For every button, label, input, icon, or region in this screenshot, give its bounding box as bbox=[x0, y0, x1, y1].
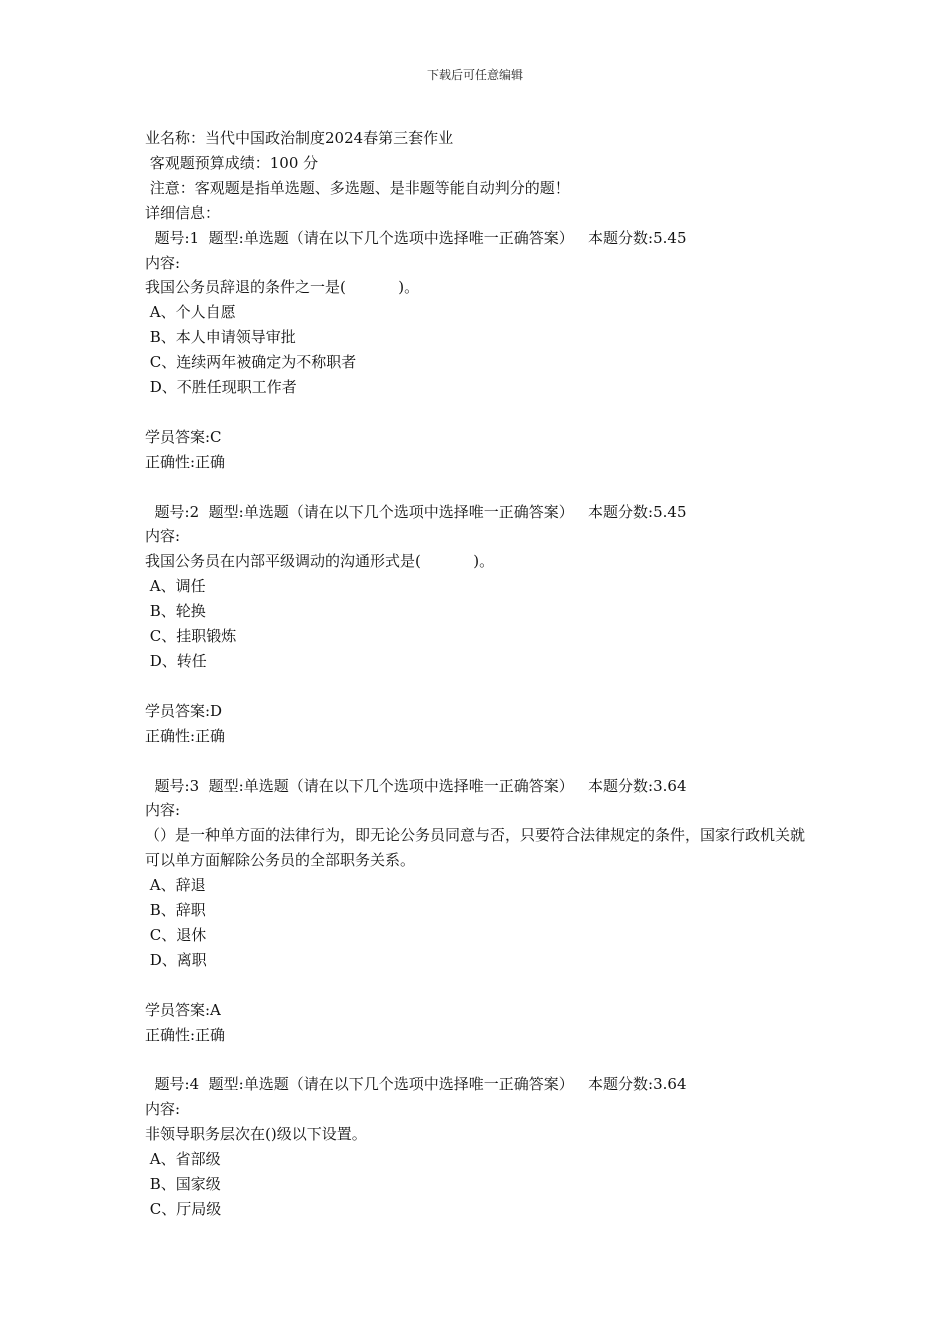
option-b: B、国家级 bbox=[145, 1174, 221, 1193]
student-answer: 学员答案:C bbox=[145, 427, 222, 446]
content-label: 内容: bbox=[145, 527, 181, 546]
page-header: 下载后可任意编辑 bbox=[426, 68, 523, 82]
option-c: C、连续两年被确定为不称职者 bbox=[145, 353, 357, 372]
student-answer: 学员答案:D bbox=[145, 701, 223, 720]
option-b: B、辞职 bbox=[145, 901, 206, 920]
correctness: 正确性:正确 bbox=[145, 1025, 226, 1044]
assignment-title: 业名称：当代中国政治制度2024春第三套作业 bbox=[145, 129, 454, 147]
option-d: D、转任 bbox=[145, 652, 207, 670]
question-4 bbox=[145, 1072, 815, 1221]
option-d: D、不胜任现职工作者 bbox=[145, 378, 297, 397]
option-a: A、省部级 bbox=[145, 1150, 221, 1169]
correctness: 正确性:正确 bbox=[145, 452, 226, 471]
content-label: 内容: bbox=[145, 1100, 181, 1119]
question-text: 我国公务员辞退的条件之一是( )。 bbox=[145, 278, 420, 297]
option-a: A、个人自愿 bbox=[145, 303, 236, 322]
option-c: C、退休 bbox=[145, 925, 207, 944]
question-meta: 题号:4 题型:单选题（请在以下几个选项中选择唯一正确答案） 本题分数:3.64 bbox=[145, 1075, 687, 1094]
option-d: D、离职 bbox=[145, 950, 207, 969]
question-meta: 题号:1 题型:单选题（请在以下几个选项中选择唯一正确答案） 本题分数:5.45 bbox=[145, 228, 687, 247]
option-b: B、轮换 bbox=[145, 602, 206, 621]
note-text: 注意：客观题是指单选题、多选题、是非题等能自动判分的题！ bbox=[145, 178, 570, 197]
question-text: 我国公务员在内部平级调动的沟通形式是( )。 bbox=[145, 552, 495, 571]
question-text: 非领导职务层次在()级以下设置。 bbox=[145, 1125, 367, 1144]
question-3 bbox=[145, 774, 815, 1073]
question-text: （）是一种单方面的法律行为，即无论公务员同意与否，只要符合法律规定的条件，国家行政机关就可以单方面解除公务员的全部职务关系。 bbox=[145, 826, 806, 870]
objective-score: 客观题预算成绩：100 分 bbox=[145, 153, 319, 172]
correctness: 正确性:正确 bbox=[145, 726, 226, 745]
option-c: C、厅局级 bbox=[145, 1199, 222, 1218]
content-label: 内容: bbox=[145, 253, 181, 272]
question-meta: 题号:2 题型:单选题（请在以下几个选项中选择唯一正确答案） 本题分数:5.45 bbox=[145, 502, 687, 521]
question-1 bbox=[145, 226, 815, 500]
option-a: A、辞退 bbox=[145, 876, 206, 895]
question-meta: 题号:3 题型:单选题（请在以下几个选项中选择唯一正确答案） 本题分数:3.64 bbox=[145, 776, 687, 795]
document-body bbox=[145, 126, 815, 1222]
option-a: A、调任 bbox=[145, 577, 206, 596]
content-label: 内容: bbox=[145, 801, 181, 820]
student-answer: 学员答案:A bbox=[145, 1000, 221, 1019]
option-c: C、挂职锻炼 bbox=[145, 627, 237, 646]
detail-label: 详细信息： bbox=[145, 203, 221, 222]
option-b: B、本人申请领导审批 bbox=[145, 328, 296, 347]
question-2 bbox=[145, 500, 815, 774]
